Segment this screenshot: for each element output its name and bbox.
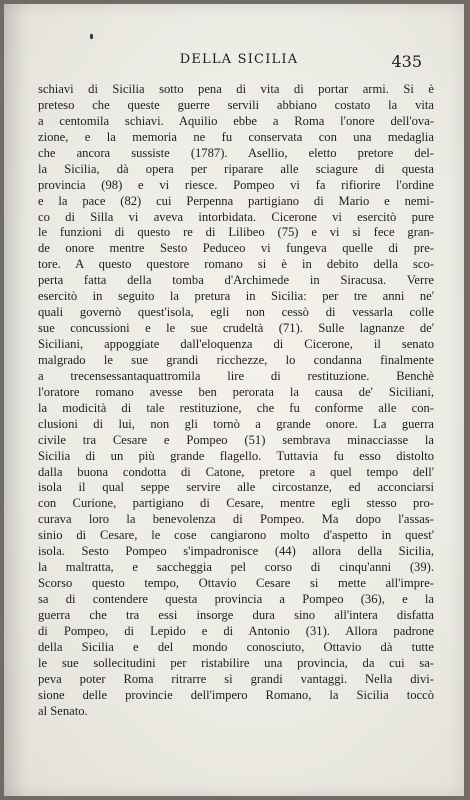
- binding-shadow: [4, 4, 30, 796]
- text-line: perta fatta della tomba d'Archimede in Siracusa. Verre: [38, 273, 434, 288]
- text-line: zione, e la memoria ne fu conservata con una medaglia: [38, 129, 434, 144]
- text-line: a centomila schiavi. Aquilio ebbe a Roma l'onore dell'ova-: [38, 113, 434, 128]
- ink-speck: [90, 34, 93, 39]
- text-line: l'oratore romano avesse ben perorata la causa de' Siciliani,: [38, 384, 434, 399]
- text-line: de onore mentre Sesto Peduceo vi fungeva quelle di pre-: [38, 241, 434, 256]
- text-line: al Senato.: [38, 703, 88, 718]
- text-line: quali governò quest'isola, egli non cessò di vessarla colle: [38, 305, 434, 320]
- text-line: esercitò in seguito la pretura in Sicilia: per tre anni ne': [38, 289, 434, 304]
- text-line: isola il qual seppe servire alle circostanze, ed acconciarsi: [38, 480, 434, 495]
- text-line: della Sicilia e del mondo conosciuto, Ottavio dà tutte: [38, 639, 434, 654]
- body-text: [38, 82, 434, 720]
- text-line: dalla buona condotta di Catone, pretore a quel tempo dell': [38, 464, 434, 479]
- text-line: la Sicilia, dà opera per riparare alle sciagure di questa: [38, 161, 434, 176]
- book-page: [4, 4, 464, 796]
- text-line: che ancora sussiste (1787). Asellio, eletto pretore del-: [38, 145, 434, 160]
- text-line: Siciliani, appoggiate dall'eloquenza di Cicerone, il senato: [38, 337, 434, 351]
- text-line: di Pompeo, di Lepido e di Antonio (31). Allora padrone: [38, 623, 434, 638]
- text-line: preteso che queste guerre servili abbiano costato la vita: [38, 97, 434, 112]
- text-line: Scorso questo tempo, Ottavio Cesare si mette all'impre-: [38, 576, 434, 591]
- text-line: la maltratta, e saccheggia pel corso di cinqu'anni (39).: [38, 560, 434, 575]
- text-line: civile tra Cesare e Pompeo (51) sembrava minacciasse la: [38, 432, 434, 447]
- text-line: la modicità di tale restituzione, che fu conforme alle con-: [38, 400, 434, 415]
- text-line: le funzioni di questo re di Lilibeo (75) e vi si fece gran-: [38, 225, 434, 240]
- text-line: clusioni di lui, non gli tornò a grande onore. La guerra: [38, 416, 434, 431]
- text-line: Sicilia di un più grande flagello. Tuttavia fu esso distolto: [38, 448, 434, 463]
- text-line: co di Silla vi aveva intorbidata. Cicerone vi esercitò pure: [38, 209, 434, 224]
- text-line: isola. Sesto Pompeo s'impadronisce (44) allora della Sicilia,: [38, 544, 434, 559]
- text-line: sinio di Cesare, le cose cangiarono molto d'aspetto in quest': [38, 528, 434, 543]
- text-line: e la pace (82) cui Perpenna partigiano di Mario e nemi-: [38, 193, 434, 208]
- text-line: schiavi di Sicilia sotto pena di vita di portar armi. Si è: [38, 82, 434, 96]
- text-line: tore. A questo questore romano si è in debito della sco-: [38, 257, 434, 272]
- text-line: provincia (98) e vi riesce. Pompeo vi fa rifiorire l'ordine: [38, 177, 434, 192]
- text-line: curava loro la benevolenza di Pompeo. Ma dopo l'assas-: [38, 512, 434, 527]
- page-number: 435: [391, 52, 422, 71]
- text-line: peva poter Roma ritrarre sì grandi vantaggi. Nella divi-: [38, 671, 434, 686]
- text-line: con Curione, partigiano di Cesare, mentre egli stesso pro-: [38, 496, 434, 511]
- text-line: sione delle provincie dell'impero Romano, la Sicilia toccò: [38, 687, 434, 702]
- text-line: guerra che tra essi insorge dura sino all'intera disfatta: [38, 607, 434, 622]
- text-line: sa di contendere questa provincia a Pompeo (36), e la: [38, 592, 434, 606]
- text-line: le sue sollecitudini per ristabilire una provincia, da cui sa-: [38, 655, 434, 670]
- running-head: DELLA SICILIA: [179, 52, 299, 67]
- text-line: a trecensessantaquattromila lire di restituzione. Benchè: [38, 368, 434, 383]
- text-line: sue concussioni e le sue crudeltà (71). Sulle lagnanze de': [38, 321, 434, 336]
- text-line: malgrado le sue grandi ricchezze, lo condanna finalmente: [38, 352, 434, 367]
- page-header: [4, 52, 464, 74]
